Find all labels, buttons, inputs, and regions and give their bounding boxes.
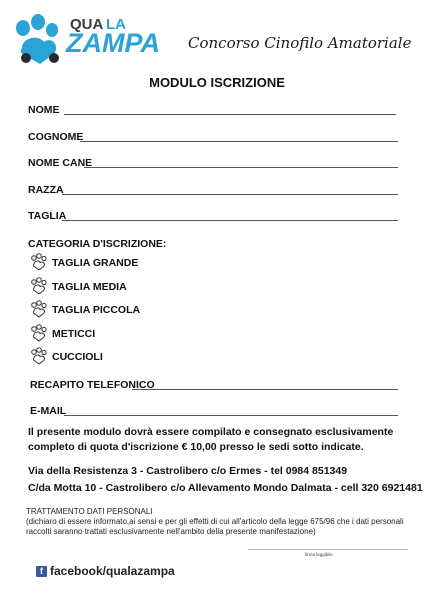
- category-label: CUCCIOLI: [52, 351, 103, 363]
- field-line-nome[interactable]: [64, 114, 396, 115]
- field-line-cognome[interactable]: [80, 141, 398, 142]
- field-line-recapito[interactable]: [132, 389, 398, 390]
- privacy-section: [26, 507, 426, 537]
- paw-logo-icon: [14, 14, 64, 66]
- privacy-text: (dichiaro di essere informato,ai sensi e per gli effetti di cui all'articolo della legge 675/96 che i dati personali raccolti saranno trattati esclusivamente nell'ambito della presente manifestazione): [26, 517, 404, 536]
- paw-checkbox-icon[interactable]: [30, 300, 48, 318]
- address-line: C/da Motta 10 - Castrolibero c/o Allevamento Mondo Dalmata - cell 320 6921481: [28, 482, 423, 494]
- field-line-email[interactable]: [64, 415, 398, 416]
- signature-line[interactable]: [248, 549, 408, 550]
- form-title: MODULO ISCRIZIONE: [149, 75, 285, 90]
- category-label: METICCI: [52, 328, 96, 340]
- paw-checkbox-icon[interactable]: [30, 324, 48, 342]
- field-label-nome-cane: NOME CANE: [28, 157, 93, 169]
- field-line-razza[interactable]: [62, 194, 398, 195]
- category-label: TAGLIA GRANDE: [52, 257, 139, 269]
- field-label-cognome: COGNOME: [28, 131, 84, 143]
- logo-zampa-text: ZAMPA: [66, 28, 160, 58]
- paw-checkbox-icon[interactable]: [30, 277, 48, 295]
- field-label-nome: NOME: [28, 104, 60, 116]
- facebook-icon: f: [36, 566, 47, 577]
- field-label-email: E-MAIL: [30, 405, 67, 417]
- submission-notice: Il presente modulo dovrà essere compilato e consegnato esclusivamente completo di quota d'iscrizione € 10,00 presso le sedi sotto indicate.: [28, 426, 394, 453]
- facebook-handle: facebook/qualazampa: [50, 564, 175, 578]
- field-line-taglia[interactable]: [62, 220, 398, 221]
- categories-title: CATEGORIA D'ISCRIZIONE:: [28, 238, 167, 250]
- field-label-recapito: RECAPITO TELEFONICO: [30, 379, 155, 391]
- field-line-nome-cane[interactable]: [84, 167, 398, 168]
- category-label: TAGLIA PICCOLA: [52, 304, 141, 316]
- logo-qua-text: QUA: [70, 16, 104, 33]
- paw-checkbox-icon[interactable]: [30, 347, 48, 365]
- paw-checkbox-icon[interactable]: [30, 253, 48, 271]
- privacy-title: TRATTAMENTO DATI PERSONALI: [26, 507, 153, 516]
- category-label: TAGLIA MEDIA: [52, 281, 127, 293]
- logo-la-text: LA: [106, 16, 126, 33]
- address-line: Via della Resistenza 3 - Castrolibero c/o Ermes - tel 0984 851349: [28, 465, 348, 477]
- brand-logo: [62, 16, 172, 62]
- field-label-razza: RAZZA: [28, 184, 64, 196]
- field-label-taglia: TAGLIA: [28, 210, 67, 222]
- signature-label: firma leggibile: [305, 552, 333, 557]
- contest-title: Concorso Cinofilo Amatoriale: [188, 34, 412, 52]
